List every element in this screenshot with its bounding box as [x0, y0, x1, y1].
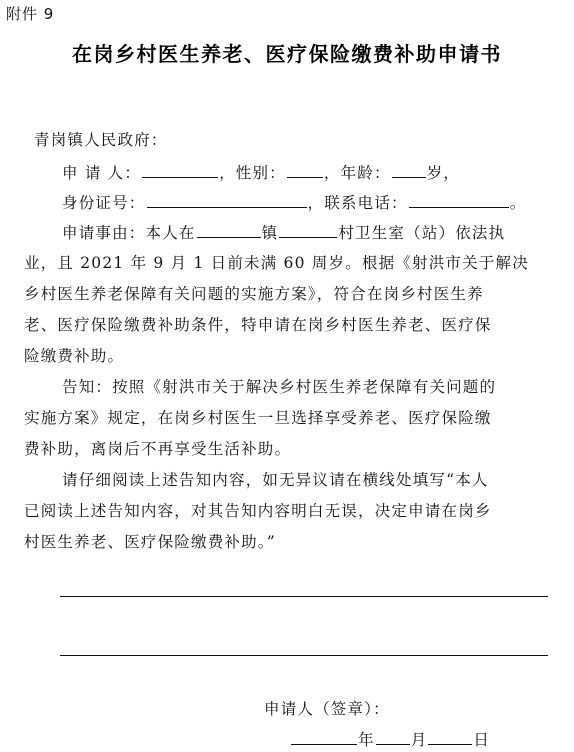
gender-blank[interactable]: [287, 160, 323, 178]
instruction-line-1: 请仔细阅读上述告知内容，如无异议请在横线处填写“本人: [62, 471, 489, 489]
town-suffix: 镇: [261, 224, 279, 242]
recipient: 青岗镇人民政府：: [34, 131, 168, 149]
instruction-line-2: 已阅读上述告知内容，对其告知内容明白无误，决定申请在岗乡: [24, 502, 492, 520]
reason-line-5: 险缴费补助。: [24, 347, 125, 365]
notice-line-3: 费补助，离岗后不再享受生活补助。: [24, 440, 292, 458]
applicant-name-blank[interactable]: [142, 160, 218, 178]
reason-line-3: 乡村医生养老保障有关问题的实施方案》，符合在岗乡村医生养: [24, 285, 484, 303]
reason-line-2: 业，且 2021 年 9 月 1 日前未满 60 周岁。根据《射洪市关于解决: [24, 254, 529, 272]
reason-line-1: [62, 220, 505, 243]
reason-prefix: 申请事由：本人在: [62, 224, 196, 242]
phone-label: ，联系电话：: [307, 194, 408, 212]
year-blank[interactable]: [291, 727, 357, 745]
notice-line-2: 实施方案》规定，在岗乡村医生一旦选择享受养老、医疗保险缴: [24, 409, 492, 427]
phone-blank[interactable]: [409, 190, 509, 208]
gender-label: ，性别：: [219, 164, 286, 182]
applicant-row: [62, 160, 460, 183]
document-title: 在岗乡村医生养老、医疗保险缴费补助申请书: [72, 42, 502, 66]
reason-line-4: 老、医疗保险缴费补助条件，特申请在岗乡村医生养老、医疗保: [24, 316, 492, 334]
age-label: ，年龄：: [323, 164, 391, 182]
instruction-line-3: 村医生养老、医疗保险缴费补助。”: [24, 533, 276, 551]
handwriting-line-1[interactable]: [60, 596, 548, 597]
town-blank[interactable]: [197, 220, 261, 238]
month-blank[interactable]: [376, 727, 410, 745]
date-row: [290, 727, 490, 750]
signature-label: 申请人（签章）：: [264, 700, 390, 718]
village-blank[interactable]: [279, 220, 337, 238]
year-label: 年: [358, 731, 375, 749]
id-label: 身份证号：: [62, 194, 146, 212]
station-suffix: 村卫生室（站）依法执: [338, 224, 506, 242]
age-unit: 岁，: [426, 164, 461, 182]
handwriting-line-2[interactable]: [60, 655, 548, 656]
age-blank[interactable]: [392, 160, 426, 178]
id-number-blank[interactable]: [147, 190, 307, 208]
applicant-label: 申 请 人：: [62, 164, 142, 182]
day-blank[interactable]: [428, 727, 472, 745]
month-label: 月: [410, 731, 428, 749]
id-row: [62, 190, 526, 213]
phone-end: 。: [509, 194, 527, 212]
notice-line-1: 告知：按照《射洪市关于解决乡村医生养老保障有关问题的: [62, 378, 497, 396]
day-label: 日: [473, 731, 491, 749]
attachment-label: 附件 9: [6, 5, 55, 23]
